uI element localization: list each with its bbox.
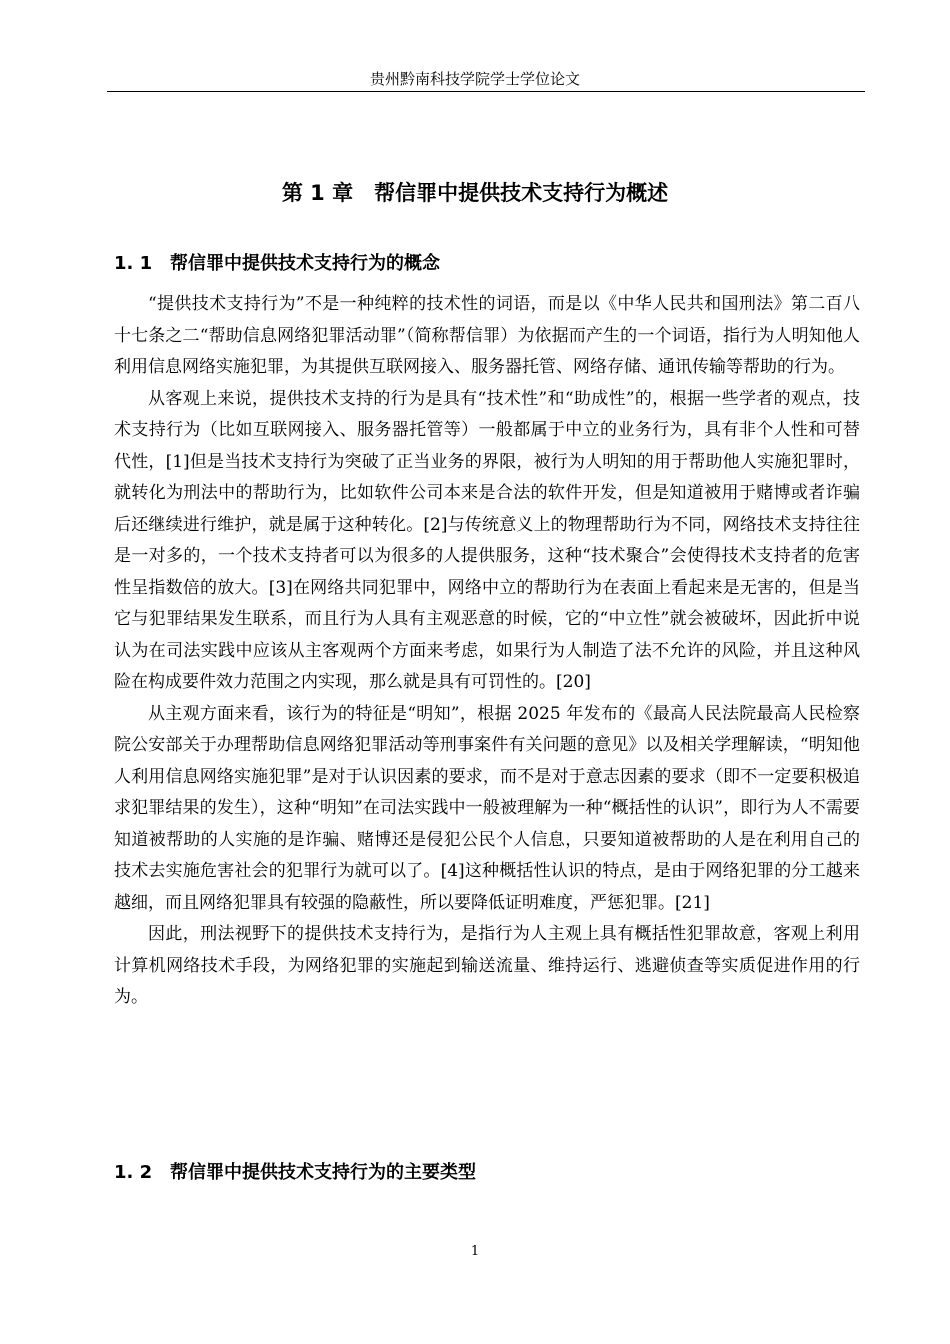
section-body (114, 289, 860, 1014)
section-number: 1. 2 (114, 1162, 153, 1183)
paragraph-objective-aspect: 从客观上来说，提供技术支持的行为是具有“技术性”和“助成性”的，根据一些学者的观点，技术支持行为（比如互联网接入、服务器托管等）一般都属于中立的业务行为，具有非个人性和可替代性，[1]但是当技术支持行为突破了正当业务的界限，被行为人明知的用于帮助他人实施犯罪时，就转化为刑法中的帮助行为，比如软件公司本来是合法的软件开发，但是知道被用于赌博或者诈骗后还继续进行维护，就是属于这种转化。[2]与传统意义上的物理帮助行为不同，网络技术支持往往是一对多的，一个技术支持者可以为很多的人提供服务，这种“技术聚合”会使得技术支持者的危害性呈指数倍的放大。[3]在网络共同犯罪中，网络中立的帮助行为在表面上看起来是无害的，但是当它与犯罪结果发生联系，而且行为人具有主观恶意的时候，它的“中立性”就会被破坏，因此折中说认为在司法实践中应该从主客观两个方面来考虑，如果行为人制造了法不允许的风险，并且这种风险在构成要件效力范围之内实现，那么就是具有可罚性的。[20] (114, 388, 860, 692)
section-number: 1. 1 (114, 253, 153, 274)
chapter-title: 第 1 章 帮信罪中提供技术支持行为概述 (281, 181, 669, 205)
header-divider (107, 91, 865, 92)
section-heading-1-2 (114, 1160, 476, 1186)
running-header: 贵州黔南科技学院学士学位论文 (369, 70, 580, 88)
paragraph-conclusion: 因此，刑法视野下的提供技术支持行为，是指行为人主观上具有概括性犯罪故意，客观上利用计算机网络技术手段，为网络犯罪的实施起到输送流量、维持运行、逃避侦查等实质促进作用的行为。 (114, 924, 860, 1007)
section-title-text: 帮信罪中提供技术支持行为的概念 (170, 253, 440, 274)
paragraph-concept-definition: “提供技术支持行为”不是一种纯粹的技术性的词语，而是以《中华人民共和国刑法》第二百八十七条之二“帮助信息网络犯罪活动罪”（简称帮信罪）为依据而产生的一个词语，指行为人明知他人利用信息网络实施犯罪，为其提供互联网接入、服务器托管、网络存储、通讯传输等帮助的行为。 (114, 294, 860, 377)
section-heading-1-1 (114, 251, 440, 277)
page-number: 1 (470, 1244, 480, 1259)
section-title-text: 帮信罪中提供技术支持行为的主要类型 (170, 1162, 476, 1183)
paragraph-subjective-aspect: 从主观方面来看，该行为的特征是“明知”，根据 2025 年发布的《最高人民法院最高人民检察院公安部关于办理帮助信息网络犯罪活动等刑事案件有关问题的意见》以及相关学理解读，“明知他人利用信息网络实施犯罪”是对于认识因素的要求，而不是对于意志因素的要求（即不一定要积极追求犯罪结果的发生），这种“明知”在司法实践中一般被理解为一种“概括性的认识”，即行为人不需要知道被帮助的人实施的是诈骗、赌博还是侵犯公民个人信息，只要知道被帮助的人是在利用自己的技术去实施危害社会的犯罪行为就可以了。[4]这种概括性认识的特点，是由于网络犯罪的分工越来越细，而且网络犯罪具有较强的隐蔽性，所以要降低证明难度，严惩犯罪。[21] (114, 703, 860, 913)
